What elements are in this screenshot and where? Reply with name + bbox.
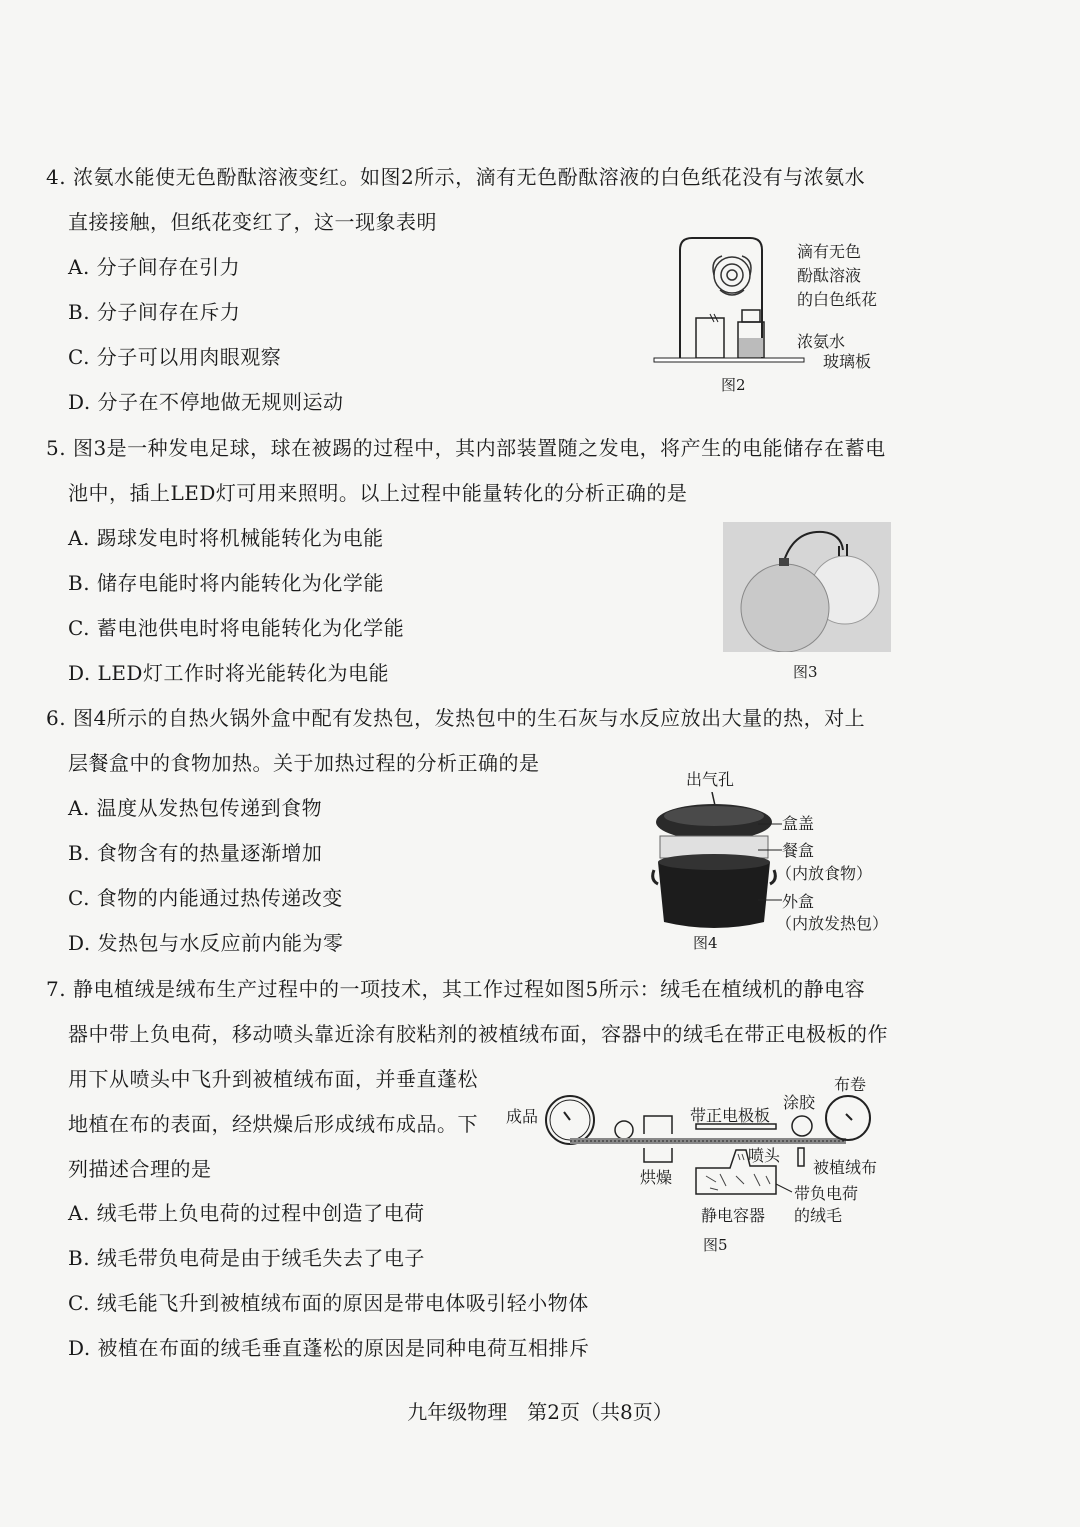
fig4-lid-label: 盒盖 <box>782 814 815 833</box>
q6-stem-line1: 6. 图4所示的自热火锅外盒中配有发热包，发热包中的生石灰与水反应放出大量的热，对上 <box>46 706 866 730</box>
fig2-label-line3: 的白色纸花 <box>797 290 878 309</box>
fig2-label-line2: 酚酞溶液 <box>797 266 862 285</box>
q7-option-a: A. 绒毛带上负电荷的过程中创造了电荷 <box>68 1201 425 1225</box>
fig5-dry-label: 烘燥 <box>640 1168 673 1187</box>
q7-stem-line4: 地植在布的表面，经烘燥后形成绒布成品。下 <box>68 1112 478 1136</box>
q7-option-c: C. 绒毛能飞升到被植绒布面的原因是带电体吸引轻小物体 <box>68 1291 589 1315</box>
fig4-tray-label: 餐盒 <box>782 841 815 860</box>
fig5-cloth-label: 被植绒布 <box>813 1158 878 1177</box>
fig4-outer-label: 外盒 <box>782 892 815 911</box>
fig5-nozzle-label: 喷头 <box>748 1146 781 1165</box>
figure-2-diagram <box>650 230 810 370</box>
q5-option-a: A. 踢球发电时将机械能转化为电能 <box>68 526 384 550</box>
fig4-vent-label: 出气孔 <box>686 770 735 789</box>
fig5-product-label: 成品 <box>506 1107 539 1126</box>
fig5-glue-label: 涂胶 <box>783 1093 816 1112</box>
fig5-roll-label: 布卷 <box>834 1075 867 1094</box>
q6-stem-line2: 层餐盒中的食物加热。关于加热过程的分析正确的是 <box>68 751 540 775</box>
q5-option-b: B. 储存电能时将内能转化为化学能 <box>68 571 384 595</box>
page-footer: 九年级物理 第2页（共8页） <box>407 1400 673 1424</box>
fig2-glass-label: 玻璃板 <box>823 352 872 371</box>
figure-3-photo <box>723 522 891 652</box>
fig4-caption: 图4 <box>693 934 718 952</box>
fig5-caption: 图5 <box>703 1236 728 1254</box>
q5-option-c: C. 蓄电池供电时将电能转化为化学能 <box>68 616 405 640</box>
q7-option-d: D. 被植在布面的绒毛垂直蓬松的原因是同种电荷互相排斥 <box>68 1336 590 1360</box>
q6-option-c: C. 食物的内能通过热传递改变 <box>68 886 343 910</box>
fig3-caption: 图3 <box>793 663 818 681</box>
q6-option-b: B. 食物含有的热量逐渐增加 <box>68 841 323 865</box>
fig5-plate-label: 带正电极板 <box>690 1106 771 1125</box>
q7-option-b: B. 绒毛带负电荷是由于绒毛失去了电子 <box>68 1246 425 1270</box>
fig2-caption: 图2 <box>721 376 746 394</box>
fig5-fiber-label2: 的绒毛 <box>794 1206 843 1225</box>
q7-stem-line2: 器中带上负电荷，移动喷头靠近涂有胶粘剂的被植绒布面，容器中的绒毛在带正电极板的作 <box>68 1022 888 1046</box>
q4-option-b: B. 分子间存在斥力 <box>68 300 241 324</box>
q5-option-d: D. LED灯工作时将光能转化为电能 <box>68 661 389 685</box>
q5-stem-line2: 池中，插上LED灯可用来照明。以上过程中能量转化的分析正确的是 <box>68 481 688 505</box>
q5-stem-line1: 5. 图3是一种发电足球，球在被踢的过程中，其内部装置随之发电，将产生的电能储存在蓄电 <box>46 436 886 460</box>
q7-stem-line5: 列描述合理的是 <box>68 1157 212 1181</box>
q4-stem-line2: 直接接触，但纸花变红了，这一现象表明 <box>68 210 437 234</box>
q6-option-d: D. 发热包与水反应前内能为零 <box>68 931 344 955</box>
q4-option-a: A. 分子间存在引力 <box>68 255 241 279</box>
q7-stem-line3: 用下从喷头中飞升到被植绒布面，并垂直蓬松 <box>68 1067 478 1091</box>
fig4-outer-note: （内放发热包） <box>776 914 889 933</box>
q6-option-a: A. 温度从发热包传递到食物 <box>68 796 323 820</box>
q4-option-c: C. 分子可以用肉眼观察 <box>68 345 282 369</box>
fig4-tray-note: （内放食物） <box>776 864 873 883</box>
fig2-label-line1: 滴有无色 <box>797 242 862 261</box>
fig5-fiber-label1: 带负电荷 <box>794 1184 859 1203</box>
fig2-ammonia-label: 浓氨水 <box>797 332 846 351</box>
q4-option-d: D. 分子在不停地做无规则运动 <box>68 390 344 414</box>
q7-stem-line1: 7. 静电植绒是绒布生产过程中的一项技术，其工作过程如图5所示：绒毛在植绒机的静电容 <box>46 977 866 1001</box>
fig5-container-label: 静电容器 <box>701 1206 766 1225</box>
q4-stem-line1: 4. 浓氨水能使无色酚酞溶液变红。如图2所示，滴有无色酚酞溶液的白色纸花没有与浓氨水 <box>46 165 866 189</box>
